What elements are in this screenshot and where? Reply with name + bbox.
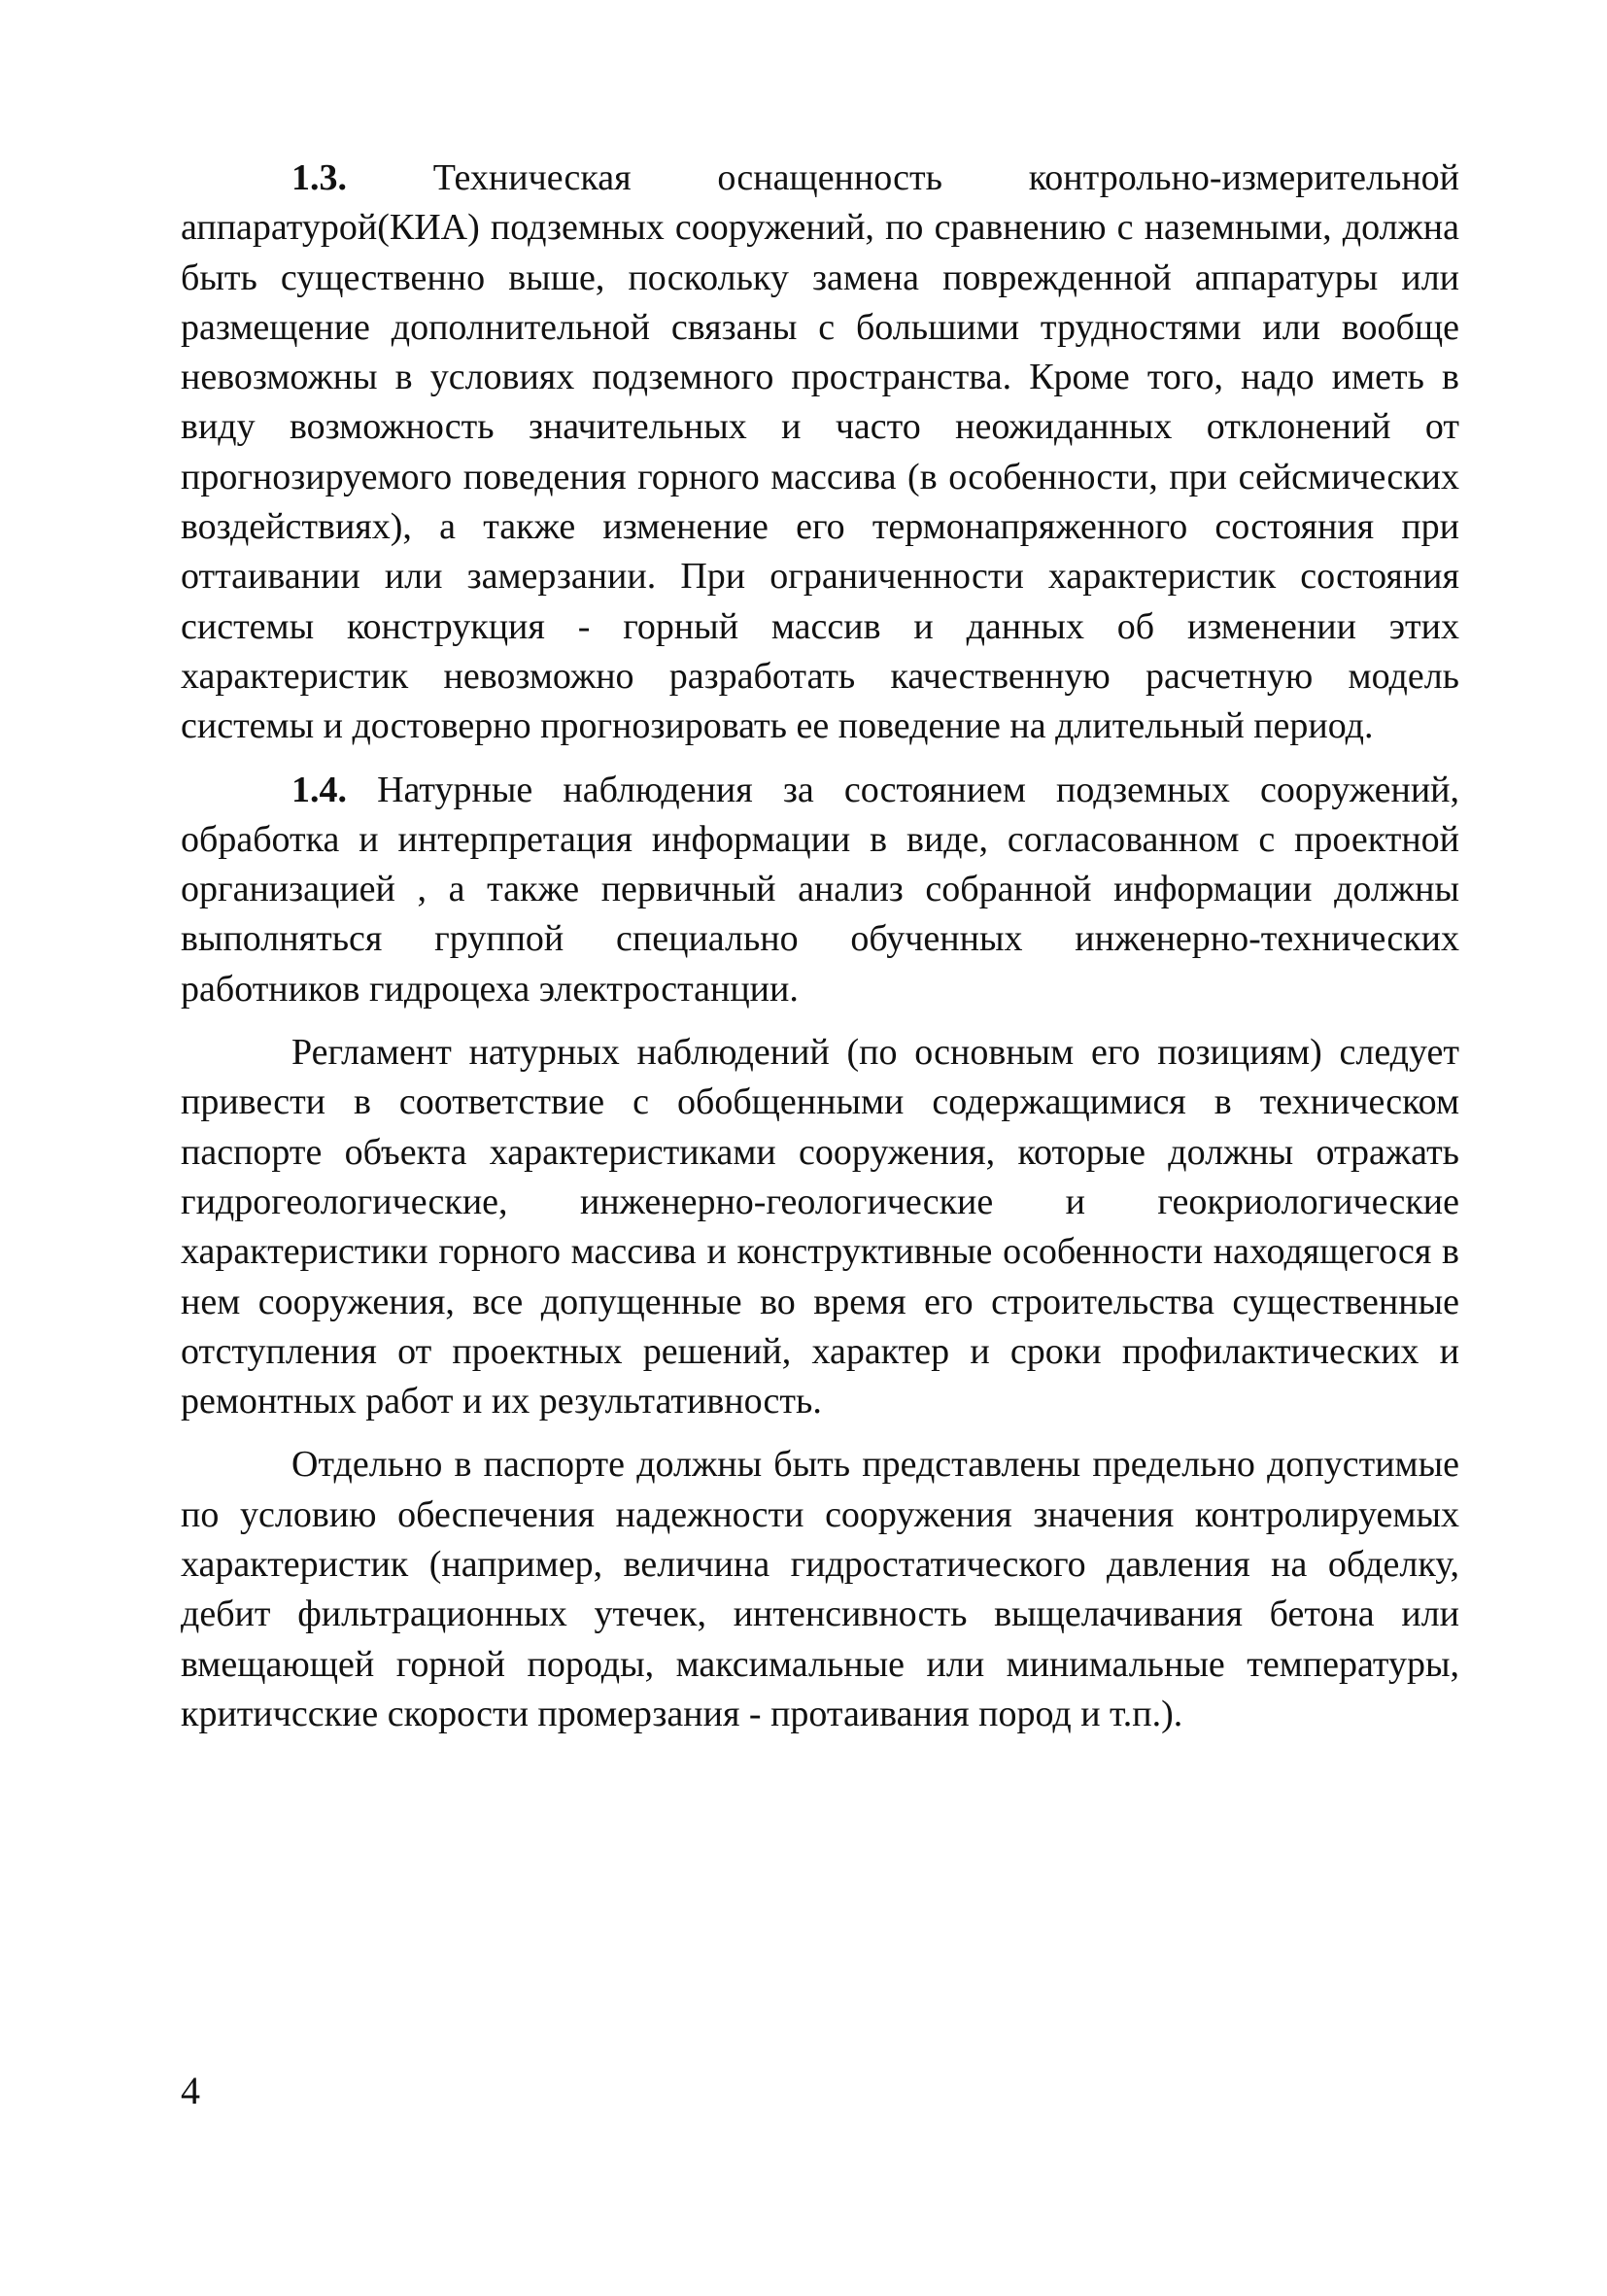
paragraph-passport bbox=[181, 1440, 1459, 1739]
paragraph-text: Техническая оснащенность контрольно-измерительной аппаратурой(КИА) подземных сооружений, по сравнению с наземными, должна быть существенно выше, поскольку замена поврежденной аппаратуры или размещение дополнительной связаны с большими трудностями или вообще невозможны в условиях подземного пространства. Кроме того, надо иметь в виду возможность значительных и часто неожиданных отклонений от прогнозируемого поведения горного массива (в особенности, при сейсмических воздействиях), а также изменение его термонапряженного состояния при оттаивании или замерзании. При ограниченности характеристик состояния системы конструкция - горный массив и данных об изменении этих характеристик невозможно разработать качественную расчетную модель системы и достоверно прогнозировать ее поведение на длительный период. bbox=[181, 157, 1459, 747]
section-number-1-4: 1.4. bbox=[291, 769, 347, 810]
body-text bbox=[181, 154, 1459, 1739]
paragraph-1-3 bbox=[181, 154, 1459, 752]
section-number-1-3: 1.3. bbox=[291, 157, 347, 198]
paragraph-text: Регламент натурных наблюдений (по основным его позициям) следует привести в соответствие с обобщенными содержащимися в техническом паспорте объекта характеристиками сооружения, которые должны отражать гидрогеологические, инженерно-геологические и геокриологические характеристики горного массива и конструктивные особенности находящегося в нем сооружения, все допущенные во время его строительства существенные отступления от проектных решений, характер и сроки профилактических и ремонтных работ и их результативность. bbox=[181, 1032, 1459, 1422]
paragraph-text: Натурные наблюдения за состоянием подземных сооружений, обработка и интерпретация информации в виде, согласованном с проектной организацией , а также первичный анализ собранной информации должны выполняться группой специально обученных инженерно-технических работников гидроцеха электростанции. bbox=[181, 769, 1459, 1010]
paragraph-regulation bbox=[181, 1028, 1459, 1426]
page-number: 4 bbox=[181, 2069, 200, 2112]
paragraph-text: Отдельно в паспорте должны быть представлены предельно допустимые по условию обеспечения надежности сооружения значения контролируемых характеристик (например, величина гидростатического давления на обделку, дебит фильтрационных утечек, интенсивность выщелачивания бетона или вмещающей горной породы, максимальные или минимальные температуры, критичсские скорости промерзания - протаивания пород и т.п.). bbox=[181, 1444, 1459, 1734]
paragraph-1-4 bbox=[181, 766, 1459, 1014]
